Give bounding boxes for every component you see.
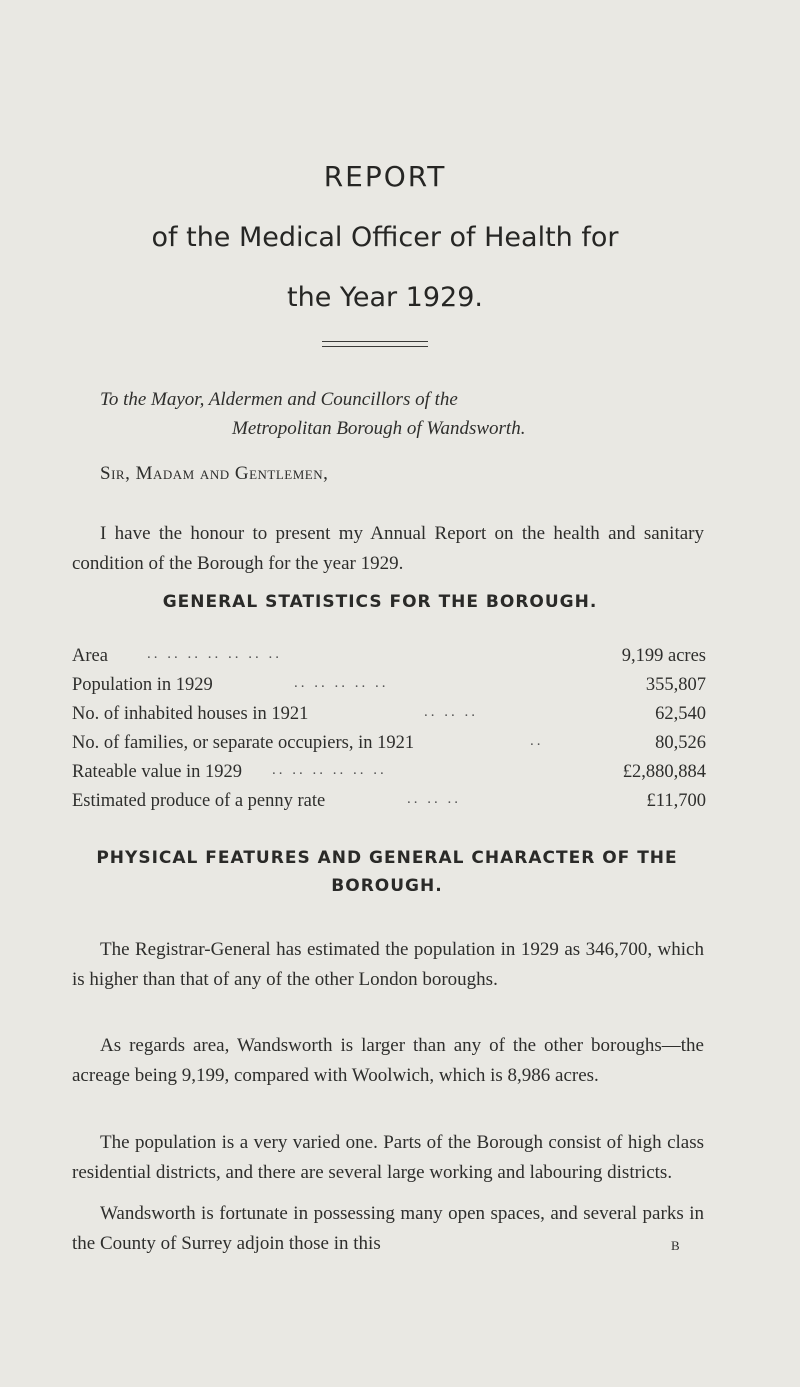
stat-label: Population in 1929 — [72, 675, 213, 695]
paragraph-open-spaces: Wandsworth is fortunate in possessing many open spaces, and several parks in the County of Surrey adjoin those in this — [72, 1203, 704, 1254]
statistics-table — [72, 646, 706, 820]
stat-row-rateable-value — [72, 762, 706, 791]
stat-label: No. of inhabited houses in 1921 — [72, 704, 309, 724]
stat-value: 9,199 acres — [621, 646, 706, 666]
leader-dots: .. .. .. .. .. — [294, 675, 389, 691]
physical-features-heading: PHYSICAL FEATURES AND GENERAL CHARACTER OF THE BOROUGH. — [96, 848, 678, 896]
double-rule-divider — [322, 341, 428, 347]
address-line1: To the Mayor, Aldermen and Councillors of the — [100, 389, 458, 410]
leader-dots: .. .. .. .. .. .. .. — [147, 646, 282, 662]
leader-dots: .. .. .. — [424, 704, 478, 720]
report-subtitle-line2: the Year 1929. — [287, 282, 483, 313]
intro-paragraph: I have the honour to present my Annual Report on the health and sanitary condition of the Borough for the year 1929. — [72, 523, 704, 574]
salutation: Sir, Madam and Gentlemen, — [100, 463, 329, 484]
leader-dots: .. .. .. — [407, 791, 461, 807]
leader-dots: .. .. .. .. .. .. — [272, 762, 387, 778]
report-subtitle-line1: of the Medical Officer of Health for — [151, 222, 619, 253]
paragraph-area: As regards area, Wandsworth is larger than any of the other boroughs—the acreage being 9,199, compared with Woolwich, which is 8,986 acres. — [72, 1035, 704, 1086]
stat-row-inhabited-houses — [72, 704, 706, 733]
stat-value: £2,880,884 — [622, 762, 706, 782]
stat-label: Area — [72, 646, 108, 666]
stat-row-population — [72, 675, 706, 704]
stat-label: No. of families, or separate occupiers, in 1921 — [72, 733, 415, 753]
stat-value: 62,540 — [655, 704, 706, 724]
report-title: REPORT — [323, 160, 447, 193]
stat-value: £11,700 — [646, 791, 706, 811]
address-line2: Metropolitan Borough of Wandsworth. — [232, 418, 526, 439]
stat-row-penny-rate — [72, 791, 706, 820]
general-statistics-heading: GENERAL STATISTICS FOR THE BOROUGH. — [162, 592, 598, 612]
signature-mark: B — [671, 1238, 680, 1253]
stat-label: Estimated produce of a penny rate — [72, 791, 326, 811]
paragraph-varied-population: The population is a very varied one. Parts of the Borough consist of high class residential districts, and there are several large working and labouring districts. — [72, 1132, 704, 1183]
leader-dots: .. — [530, 733, 544, 749]
stat-label: Rateable value in 1929 — [72, 762, 243, 782]
stat-value: 80,526 — [655, 733, 706, 753]
stat-row-families — [72, 733, 706, 762]
stat-row-area — [72, 646, 706, 675]
stat-value: 355,807 — [645, 675, 706, 695]
paragraph-population: The Registrar-General has estimated the population in 1929 as 346,700, which is higher than that of any of the other London boroughs. — [72, 939, 704, 990]
